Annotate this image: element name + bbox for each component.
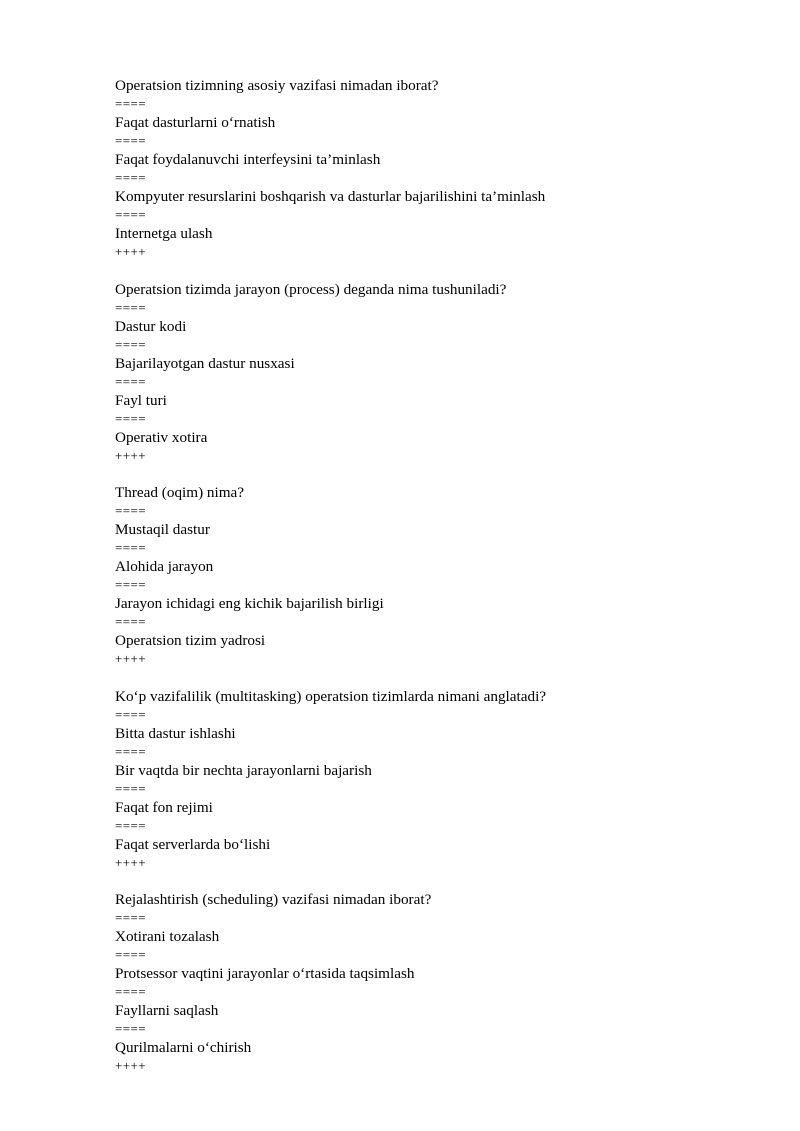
answer-option: Fayllarni saqlash (115, 1002, 219, 1019)
option-separator: ==== (115, 410, 146, 426)
question-block-3 (115, 483, 755, 668)
option-separator: ==== (115, 373, 146, 389)
answer-option: Operatsion tizim yadrosi (115, 632, 266, 649)
answer-option: Bitta dastur ishlashi (115, 724, 236, 742)
option-separator: ==== (115, 910, 146, 925)
option-separator: ==== (115, 984, 146, 999)
answer-option: Operativ xotira (115, 428, 208, 446)
answer-option: Dastur kodi (115, 317, 187, 335)
answer-option: Protsessor vaqtini jarayonlar o‘rtasida taqsimlash (115, 965, 415, 982)
question-text: Thread (oqim) nima? (115, 484, 245, 501)
answer-option: Bir vaqtda bir nechta jarayonlarni bajarish (115, 761, 372, 779)
answer-option: Faqat foydalanuvchi interfeysini ta’minlash (115, 151, 381, 168)
answer-option: Bajarilayotgan dastur nusxasi (115, 354, 295, 372)
option-separator: ==== (115, 706, 146, 722)
answer-option: Alohida jarayon (115, 558, 214, 575)
question-block-2 (115, 280, 755, 465)
option-separator: ==== (115, 336, 146, 352)
option-separator: ==== (115, 207, 146, 222)
answer-option: Fayl turi (115, 391, 167, 409)
option-separator: ==== (115, 133, 146, 148)
question-block-1 (115, 76, 755, 261)
question-block-4 (115, 687, 755, 872)
question-end-marker: ++++ (115, 651, 146, 666)
answer-option: Qurilmalarni o‘chirish (115, 1039, 252, 1056)
question-text: Operatsion tizimning asosiy vazifasi nimadan iborat? (115, 77, 439, 94)
question-end-marker: ++++ (115, 1058, 146, 1073)
answer-option: Jarayon ichidagi eng kichik bajarilish birligi (115, 595, 384, 612)
question-text: Rejalashtirish (scheduling) vazifasi nimadan iborat? (115, 891, 432, 908)
answer-option: Faqat fon rejimi (115, 798, 213, 816)
option-separator: ==== (115, 817, 146, 833)
option-separator: ==== (115, 540, 146, 555)
option-separator: ==== (115, 96, 146, 111)
answer-option: Mustaqil dastur (115, 521, 210, 538)
option-separator: ==== (115, 614, 146, 629)
option-separator: ==== (115, 299, 146, 315)
answer-option: Xotirani tozalash (115, 928, 220, 945)
option-separator: ==== (115, 1021, 146, 1036)
test-document (115, 76, 755, 1094)
question-end-marker: ++++ (115, 854, 146, 870)
option-separator: ==== (115, 577, 146, 592)
option-separator: ==== (115, 503, 146, 518)
question-block-5 (115, 890, 755, 1075)
question-text: Operatsion tizimda jarayon (process) deganda nima tushuniladi? (115, 280, 507, 298)
option-separator: ==== (115, 743, 146, 759)
answer-option: Internetga ulash (115, 225, 213, 242)
option-separator: ==== (115, 170, 146, 185)
question-end-marker: ++++ (115, 447, 146, 463)
answer-option: Faqat serverlarda bo‘lishi (115, 835, 271, 853)
option-separator: ==== (115, 780, 146, 796)
answer-option: Kompyuter resurslarini boshqarish va dasturlar bajarilishini ta’minlash (115, 188, 546, 205)
answer-option: Faqat dasturlarni o‘rnatish (115, 114, 276, 131)
question-text: Ko‘p vazifalilik (multitasking) operatsion tizimlarda nimani anglatadi? (115, 687, 547, 705)
question-end-marker: ++++ (115, 244, 146, 259)
option-separator: ==== (115, 947, 146, 962)
